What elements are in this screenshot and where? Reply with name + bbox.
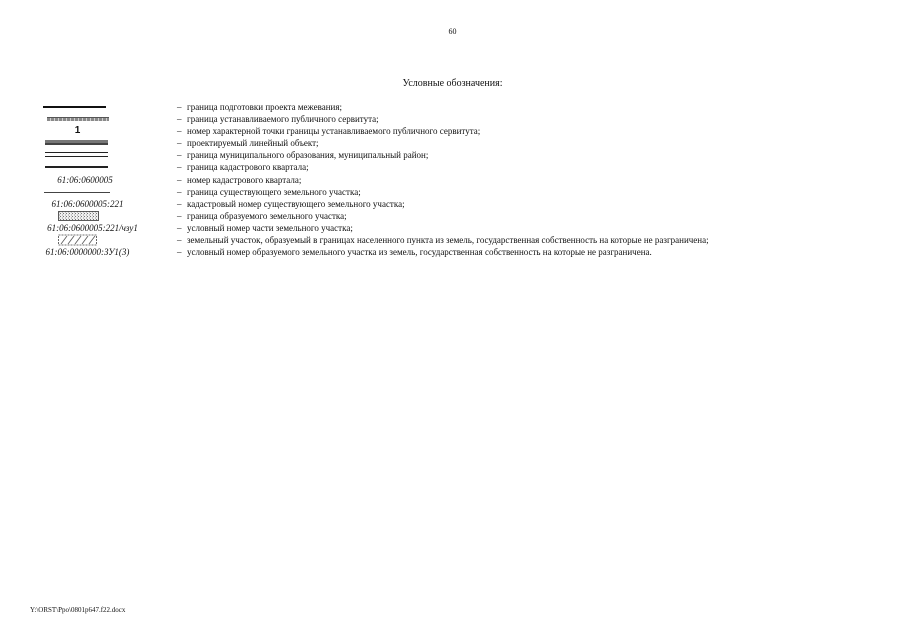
- legend-symbol-black-line: [30, 161, 166, 173]
- legend-description: условный номер образуемого земельного участка из земель, государственная собственность на которые не разграничена.: [187, 247, 652, 258]
- legend-item: [30, 198, 890, 210]
- legend-dash: –: [177, 210, 182, 221]
- legend-symbol-grey-thick-line: [30, 137, 166, 149]
- legend-symbol-hatch-box: [30, 234, 166, 246]
- hatch-box-icon: [30, 234, 166, 246]
- legend-symbol-grey-dotted-line: [30, 113, 166, 125]
- legend-item: [30, 234, 890, 246]
- stipple-box-icon: [30, 210, 166, 222]
- new-plot-code: 61:06:0000000:ЗУ1(3): [45, 247, 130, 258]
- legend-item: [30, 246, 890, 258]
- legend-description: граница устанавливаемого публичного сервитута;: [187, 114, 379, 125]
- legend-item: [30, 101, 890, 113]
- legend-item: [30, 161, 890, 173]
- legend-dash: –: [177, 186, 182, 197]
- legend-symbol-thick-black-line: [30, 101, 166, 113]
- legend-description: граница муниципального образования, муниципальный район;: [187, 150, 429, 161]
- legend-description: кадастровый номер существующего земельного участка;: [187, 198, 405, 209]
- legend-dash: –: [177, 162, 182, 173]
- legend-dash: –: [177, 198, 182, 209]
- legend-description: земельный участок, образуемый в границах населенного пункта из земель, государственная собственность на которые не разграничена;: [187, 235, 709, 246]
- legend-dash: –: [177, 150, 182, 161]
- legend-description: граница образуемого земельного участка;: [187, 210, 347, 221]
- legend-item: [30, 186, 890, 198]
- page-number: 60: [448, 27, 457, 36]
- legend-symbol-code: [30, 222, 166, 234]
- legend-dash: –: [177, 235, 182, 246]
- legend-title: Условные обозначения:: [402, 78, 503, 89]
- legend-description: номер кадастрового квартала;: [187, 174, 302, 185]
- legend-symbol-number: [30, 125, 166, 137]
- cadastral-plot-code: 61:06:0600005:221: [51, 198, 124, 209]
- legend-item: [30, 222, 890, 234]
- legend-symbol-stipple-box: [30, 210, 166, 222]
- legend-dash: –: [177, 174, 182, 185]
- plot-part-code: 61:06:0600005:221/чзу1: [47, 222, 138, 233]
- legend-symbol-code: [30, 198, 166, 210]
- legend-symbol-double-line: [30, 149, 166, 161]
- legend-item: [30, 210, 890, 222]
- cadastral-quarter-code: 61:06:0600005: [57, 174, 113, 185]
- legend-item: [30, 174, 890, 186]
- legend-item: [30, 137, 890, 149]
- legend-item: [30, 113, 890, 125]
- point-number-label: 1: [74, 125, 81, 137]
- legend-symbol-code: [30, 246, 166, 258]
- legend-description: граница кадастрового квартала;: [187, 162, 309, 173]
- legend-item: [30, 125, 890, 137]
- legend-dash: –: [177, 247, 182, 258]
- document-path-footer: Y:\ORST\Ppo\0801p647.f22.docx: [30, 606, 126, 614]
- legend-description: номер характерной точки границы устанавливаемого публичного сервитута;: [187, 126, 481, 137]
- legend-dash: –: [177, 102, 182, 112]
- legend-description: граница подготовки проекта межевания;: [187, 102, 343, 112]
- legend-symbol-thin-line: [30, 186, 166, 198]
- legend-description: условный номер части земельного участка;: [187, 222, 353, 233]
- legend-dash: –: [177, 126, 182, 137]
- legend-item: [30, 149, 890, 161]
- legend-description: граница существующего земельного участка;: [187, 186, 361, 197]
- legend: [30, 101, 890, 258]
- legend-dash: –: [177, 114, 182, 125]
- legend-symbol-code: [30, 174, 166, 186]
- legend-description: проектируемый линейный объект;: [187, 138, 319, 149]
- legend-dash: –: [177, 138, 182, 149]
- legend-dash: –: [177, 222, 182, 233]
